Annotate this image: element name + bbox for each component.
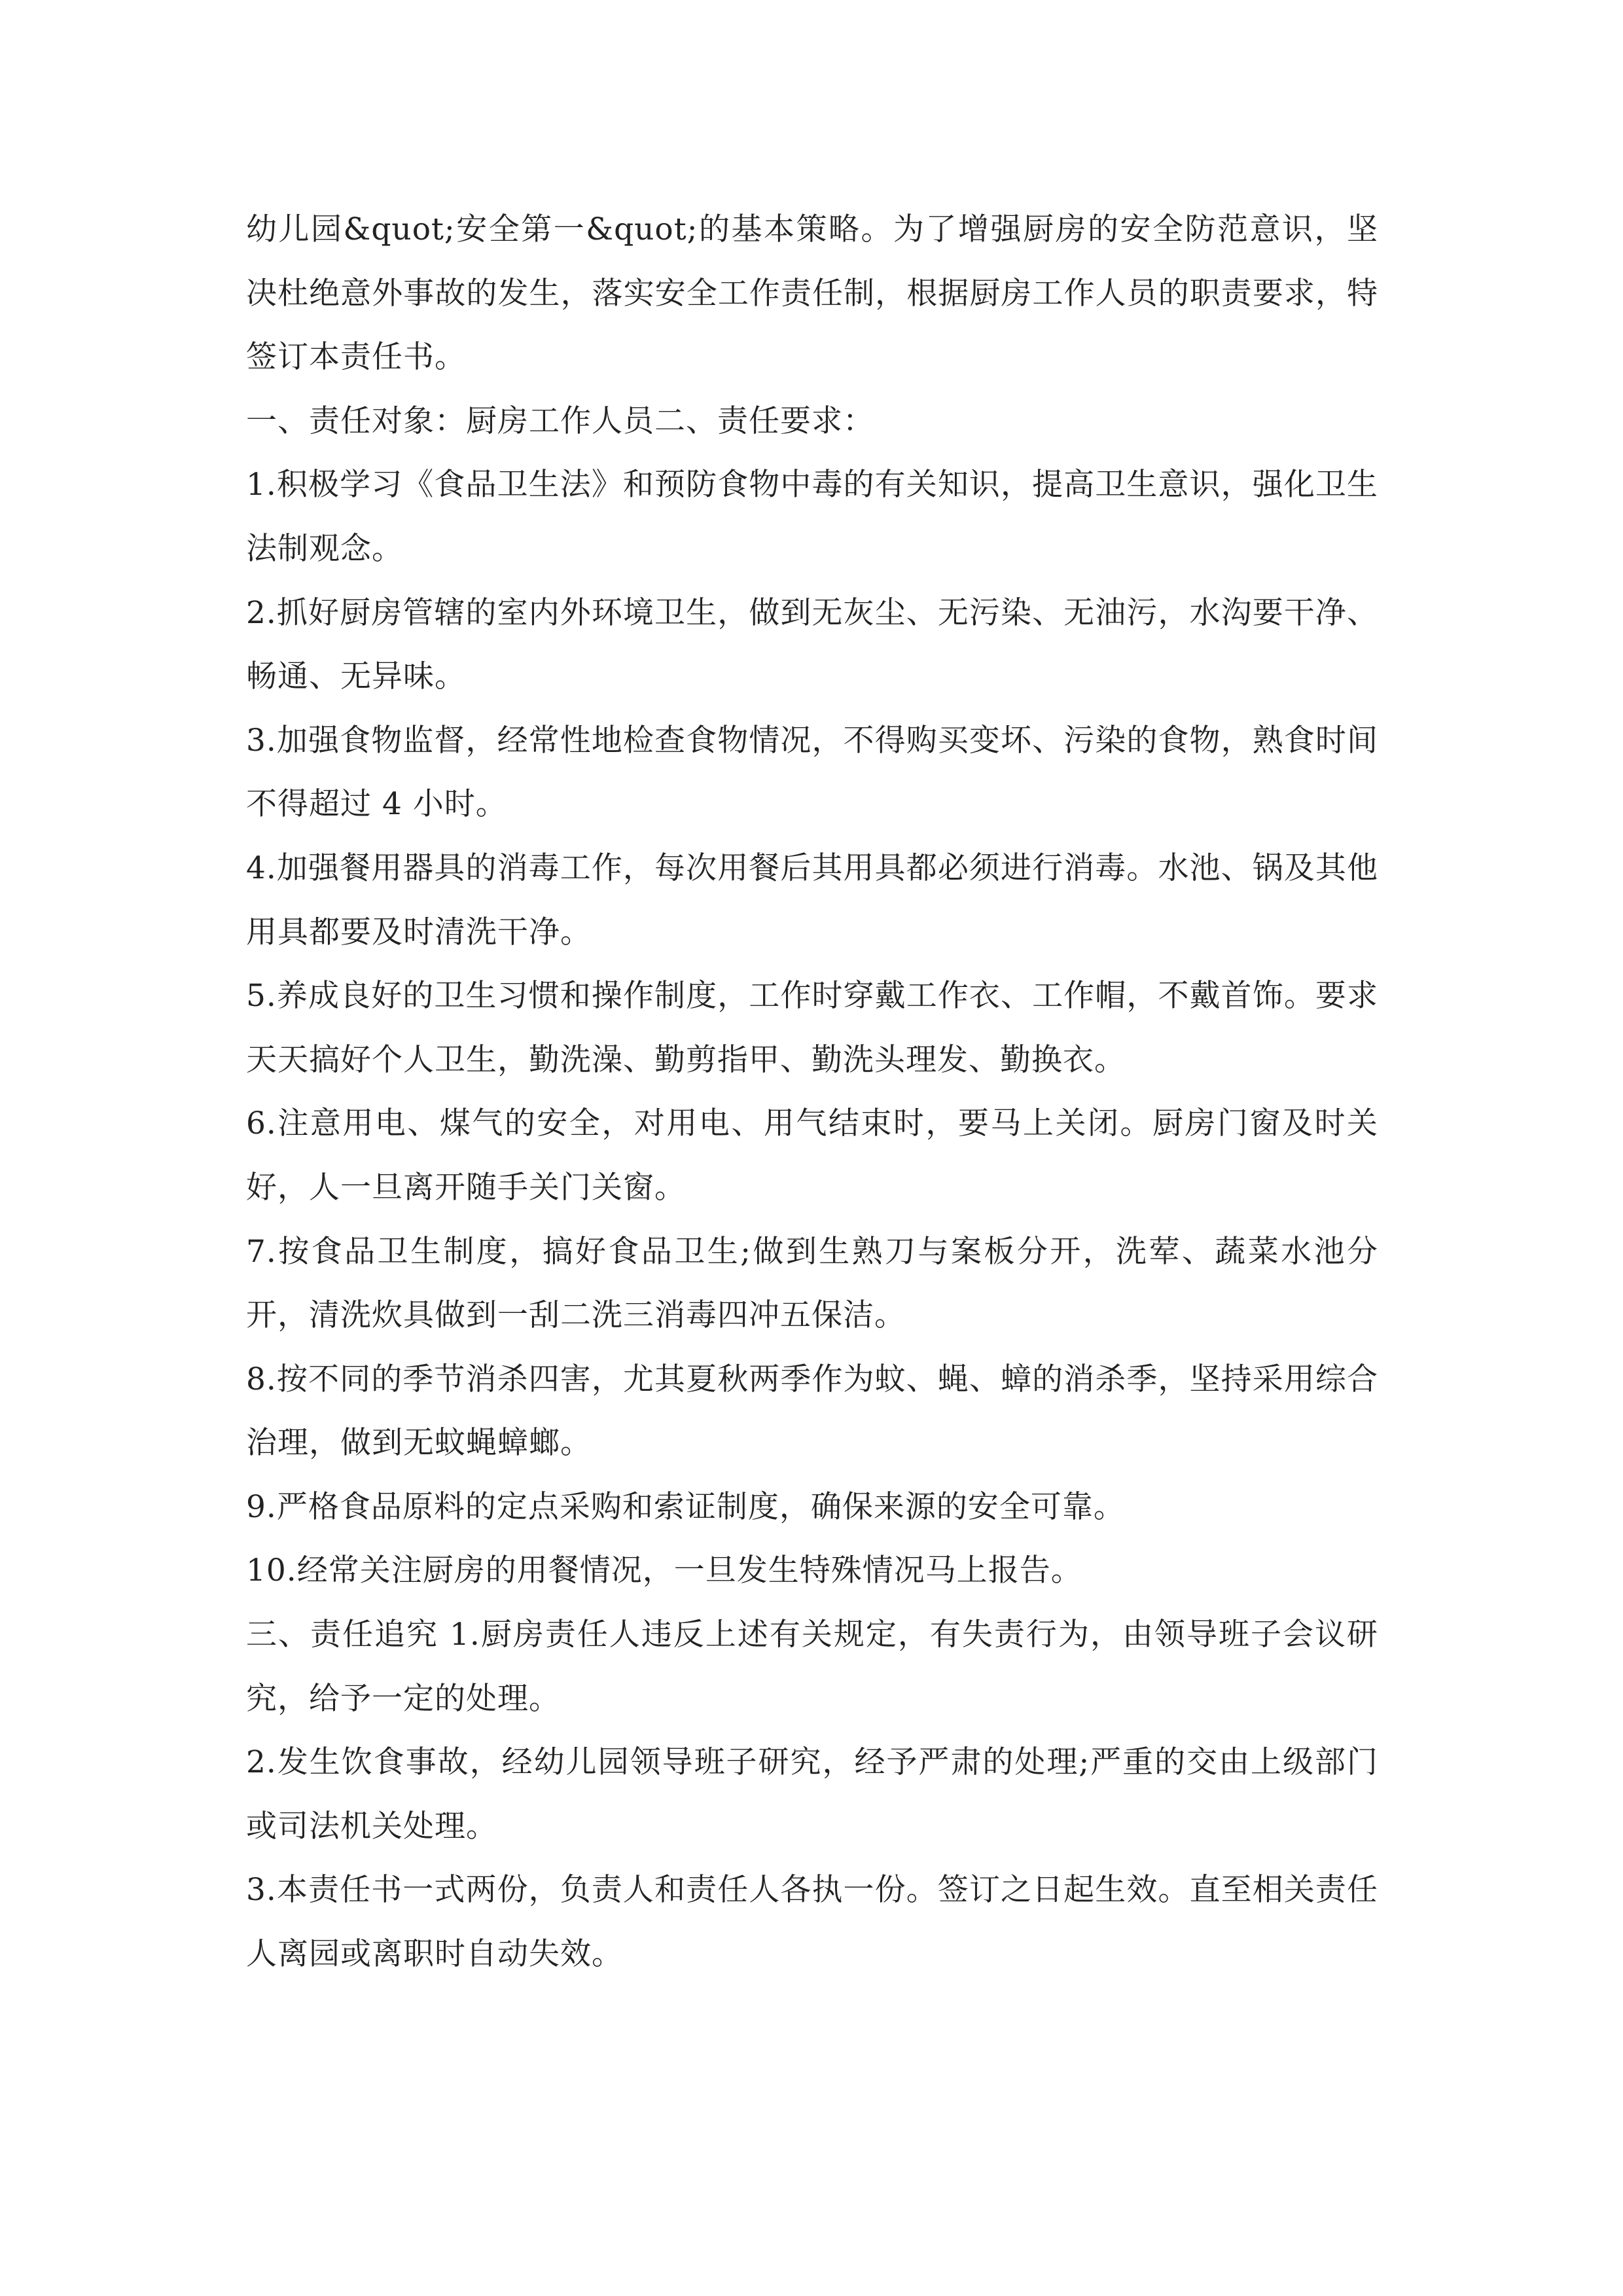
paragraph-accountability-2: 2.发生饮食事故，经幼儿园领导班子研究，经予严肃的处理;严重的交由上级部门或司法机关处理。: [246, 1744, 1378, 1844]
document-body: [246, 198, 1378, 1986]
paragraph-accountability-3: 3.本责任书一式两份，负责人和责任人各执一份。签订之日起生效。直至相关责任人离园或离职时自动失效。: [246, 1872, 1378, 1973]
paragraph-intro: 幼儿园&quot;安全第一&quot;的基本策略。为了增强厨房的安全防范意识，坚决杜绝意外事故的发生，落实安全工作责任制，根据厨房工作人员的职责要求，特签订本责任书。: [246, 211, 1378, 376]
paragraph-item-7: 7.按食品卫生制度，搞好食品卫生;做到生熟刀与案板分开，洗荤、蔬菜水池分开，清洗炊具做到一刮二洗三消毒四冲五保洁。: [246, 1233, 1378, 1334]
paragraph-accountability-1: 三、责任追究 1.厨房责任人违反上述有关规定，有失责行为，由领导班子会议研究，给予一定的处理。: [246, 1617, 1378, 1717]
paragraph-item-2: 2.抓好厨房管辖的室内外环境卫生，做到无灰尘、无污染、无油污，水沟要干净、畅通、无异味。: [246, 594, 1378, 695]
paragraph-item-3: 3.加强食物监督，经常性地检查食物情况，不得购买变坏、污染的食物，熟食时间不得超过 4 小时。: [246, 722, 1378, 823]
paragraph-item-6: 6.注意用电、煤气的安全，对用电、用气结束时，要马上关闭。厨房门窗及时关好，人一旦离开随手关门关窗。: [246, 1105, 1378, 1206]
paragraph-item-8: 8.按不同的季节消杀四害，尤其夏秋两季作为蚊、蝇、蟑的消杀季，坚持采用综合治理，做到无蚊蝇蟑螂。: [246, 1361, 1378, 1462]
paragraph-item-10: 10.经常关注厨房的用餐情况，一旦发生特殊情况马上报告。: [246, 1552, 1082, 1589]
paragraph-item-9: 9.严格食品原料的定点采购和索证制度，确保来源的安全可靠。: [246, 1488, 1125, 1525]
paragraph-item-1: 1.积极学习《食品卫生法》和预防食物中毒的有关知识，提高卫生意识，强化卫生法制观念。: [246, 467, 1378, 567]
paragraph-item-5: 5.养成良好的卫生习惯和操作制度，工作时穿戴工作衣、工作帽，不戴首饰。要求天天搞好个人卫生，勤洗澡、勤剪指甲、勤洗头理发、勤换衣。: [246, 978, 1378, 1078]
paragraph-item-4: 4.加强餐用器具的消毒工作，每次用餐后其用具都必须进行消毒。水池、锅及其他用具都要及时清洗干净。: [246, 850, 1378, 950]
paragraph-section-heading: 一、责任对象：厨房工作人员二、责任要求：: [246, 403, 874, 439]
